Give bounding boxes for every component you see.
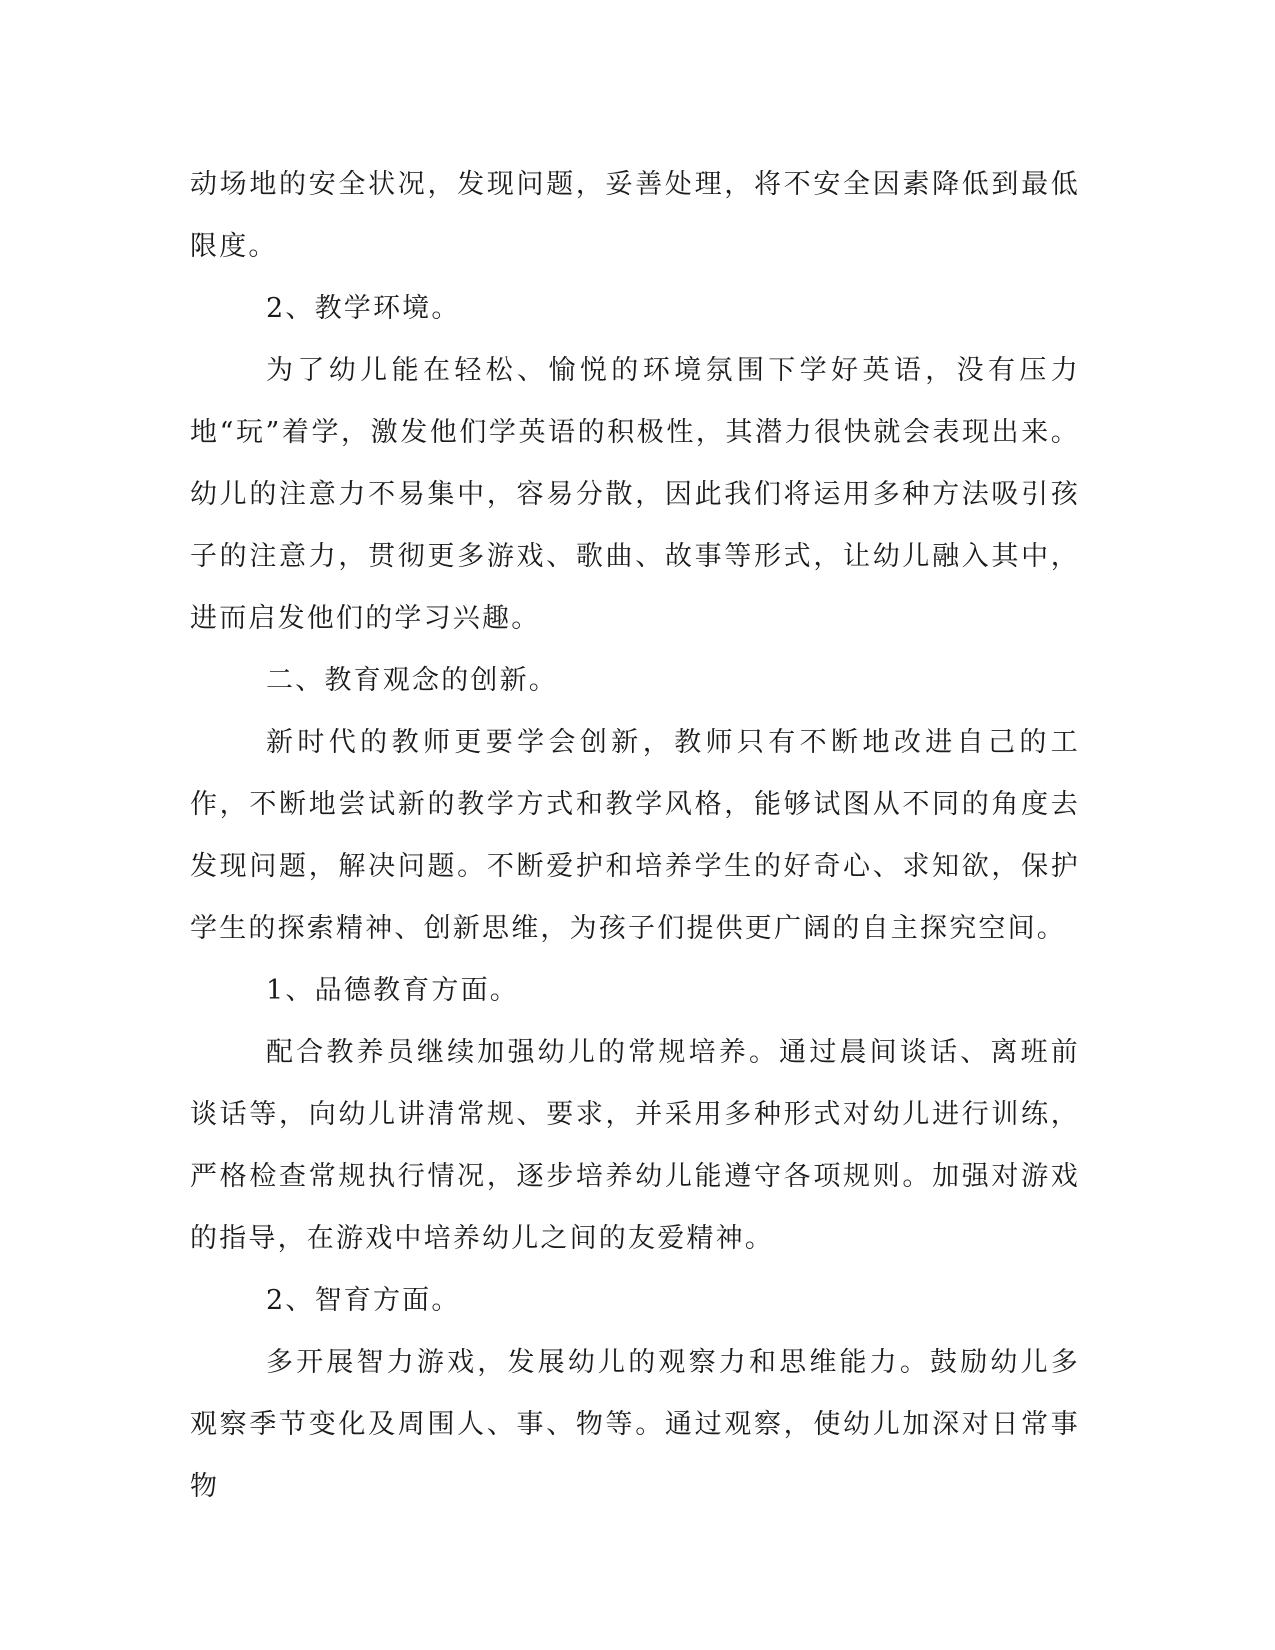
subheading-intellectual-education: 2、智育方面。	[266, 1285, 461, 1316]
document-body	[190, 154, 1080, 1518]
paragraph-teaching-environment: 为了幼儿能在轻松、愉悦的环境氛围下学好英语，没有压力地“玩”着学，激发他们学英语的积极性，其潜力很快就会表现出来。幼儿的注意力不易集中，容易分散，因此我们将运用多种方法吸引孩子的注意力，贯彻更多游戏、歌曲、故事等形式，让幼儿融入其中，进而启发他们的学习兴趣。	[190, 355, 1080, 634]
paragraph-moral-education: 配合教养员继续加强幼儿的常规培养。通过晨间谈话、离班前谈话等，向幼儿讲清常规、要求，并采用多种形式对幼儿进行训练，严格检查常规执行情况，逐步培养幼儿能遵守各项规则。加强对游戏的指导，在游戏中培养幼儿之间的友爱精神。	[190, 1037, 1080, 1254]
subheading-moral-education: 1、品德教育方面。	[266, 975, 519, 1006]
paragraph-continuation: 动场地的安全状况，发现问题，妥善处理，将不安全因素降低到最低限度。	[190, 169, 1080, 262]
heading-education-concept-innovation: 二、教育观念的创新。	[266, 665, 558, 696]
subheading-teaching-environment: 2、教学环境。	[266, 293, 461, 324]
paragraph-intellectual-education: 多开展智力游戏，发展幼儿的观察力和思维能力。鼓励幼儿多观察季节变化及周围人、事、物等。通过观察，使幼儿加深对日常事物	[190, 1347, 1080, 1502]
paragraph-education-concept-innovation: 新时代的教师更要学会创新，教师只有不断地改进自己的工作，不断地尝试新的教学方式和教学风格，能够试图从不同的角度去发现问题，解决问题。不断爱护和培养学生的好奇心、求知欲，保护学生的探索精神、创新思维，为孩子们提供更广阔的自主探究空间。	[190, 727, 1080, 944]
